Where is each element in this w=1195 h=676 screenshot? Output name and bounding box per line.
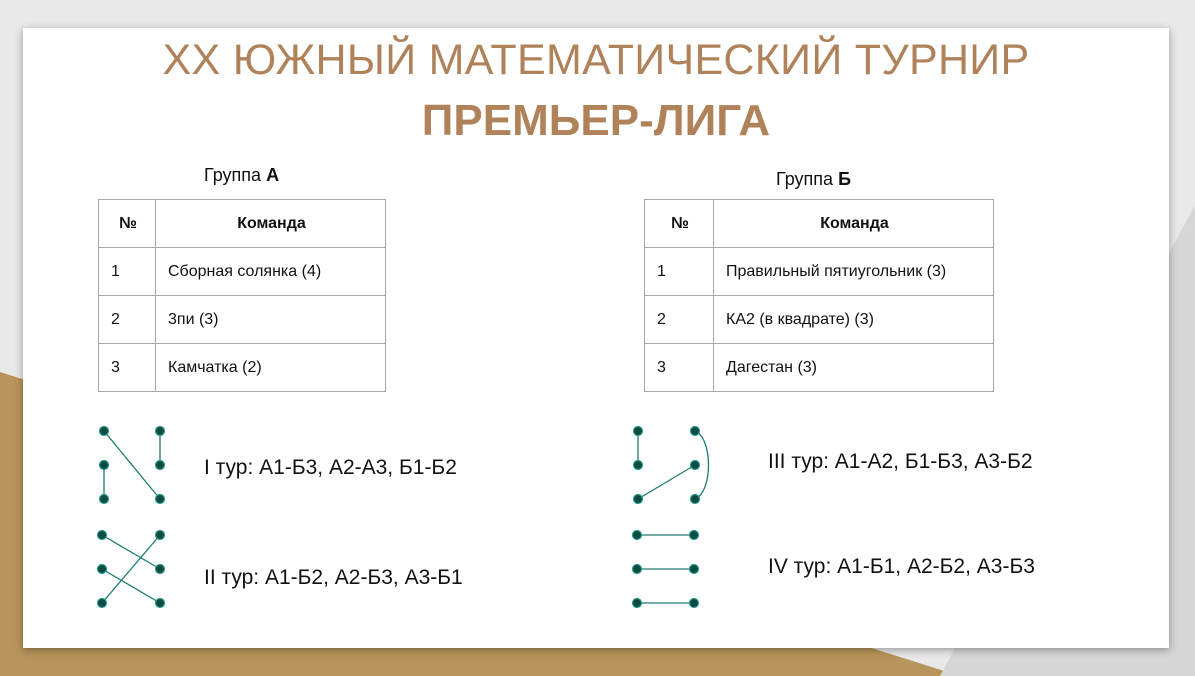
node-b1 bbox=[691, 427, 700, 436]
pairing-line bbox=[102, 569, 160, 603]
pairing-line bbox=[102, 535, 160, 569]
team-number: 3 bbox=[99, 344, 156, 392]
node-b1 bbox=[156, 427, 165, 436]
team-name: Дагестан (3) bbox=[714, 344, 994, 392]
node-a3 bbox=[100, 495, 109, 504]
page-title: XX ЮЖНЫЙ МАТЕМАТИЧЕСКИЙ ТУРНИР bbox=[162, 36, 1030, 84]
table-row bbox=[645, 248, 994, 296]
node-a3 bbox=[633, 599, 642, 608]
group-a-label bbox=[204, 165, 279, 186]
column-header-team: Команда bbox=[714, 200, 994, 248]
node-a1 bbox=[100, 427, 109, 436]
team-name: Правильный пятиугольник (3) bbox=[714, 248, 994, 296]
column-header-number: № bbox=[645, 200, 714, 248]
slide bbox=[23, 28, 1169, 648]
team-name: КА2 (в квадрате) (3) bbox=[714, 296, 994, 344]
round-2-text: II тур: А1-Б2, А2-Б3, А3-Б1 bbox=[204, 566, 463, 589]
group-a-table bbox=[98, 199, 386, 392]
column-header-number: № bbox=[99, 200, 156, 248]
round-1-diagram bbox=[93, 422, 173, 512]
team-number: 1 bbox=[645, 248, 714, 296]
node-a3 bbox=[98, 599, 107, 608]
pairing-line bbox=[102, 535, 160, 603]
team-number: 2 bbox=[645, 296, 714, 344]
round-2-diagram bbox=[91, 526, 171, 616]
table-header-row bbox=[99, 200, 386, 248]
team-name: Сборная солянка (4) bbox=[156, 248, 386, 296]
node-a2 bbox=[634, 461, 643, 470]
team-number: 1 bbox=[99, 248, 156, 296]
table-row bbox=[645, 344, 994, 392]
group-a-label-prefix: Группа bbox=[204, 165, 262, 185]
round-4-text: IV тур: А1-Б1, А2-Б2, А3-Б3 bbox=[768, 555, 1035, 578]
node-b3 bbox=[156, 495, 165, 504]
team-name: 3пи (3) bbox=[156, 296, 386, 344]
pairing-line bbox=[638, 465, 695, 499]
node-a2 bbox=[633, 565, 642, 574]
node-b2 bbox=[156, 461, 165, 470]
node-a3 bbox=[634, 495, 643, 504]
round-3-text: III тур: А1-А2, Б1-Б3, А3-Б2 bbox=[768, 450, 1033, 473]
page-subtitle: ПРЕМЬЕР-ЛИГА bbox=[421, 96, 771, 145]
node-b3 bbox=[691, 495, 700, 504]
node-a1 bbox=[634, 427, 643, 436]
node-b2 bbox=[156, 565, 165, 574]
column-header-team: Команда bbox=[156, 200, 386, 248]
group-b-label bbox=[776, 169, 851, 190]
table-row bbox=[99, 344, 386, 392]
node-b2 bbox=[691, 461, 700, 470]
team-number: 3 bbox=[645, 344, 714, 392]
round-3-diagram bbox=[627, 422, 727, 512]
node-a2 bbox=[100, 461, 109, 470]
table-row bbox=[99, 248, 386, 296]
node-b3 bbox=[690, 599, 699, 608]
node-b2 bbox=[690, 565, 699, 574]
round-1-text: I тур: А1-Б3, А2-А3, Б1-Б2 bbox=[204, 456, 457, 479]
table-row bbox=[99, 296, 386, 344]
table-header-row bbox=[645, 200, 994, 248]
team-name: Камчатка (2) bbox=[156, 344, 386, 392]
pairing-line bbox=[104, 431, 160, 499]
table-row bbox=[645, 296, 994, 344]
round-4-diagram bbox=[626, 526, 716, 616]
group-b-label-prefix: Группа bbox=[776, 169, 834, 189]
team-number: 2 bbox=[99, 296, 156, 344]
group-b-label-letter: Б bbox=[838, 169, 852, 189]
node-a1 bbox=[98, 531, 107, 540]
node-b3 bbox=[156, 599, 165, 608]
node-a2 bbox=[98, 565, 107, 574]
group-b-table bbox=[644, 199, 994, 392]
node-a1 bbox=[633, 531, 642, 540]
group-a-label-letter: А bbox=[266, 165, 280, 185]
node-b1 bbox=[690, 531, 699, 540]
node-b1 bbox=[156, 531, 165, 540]
